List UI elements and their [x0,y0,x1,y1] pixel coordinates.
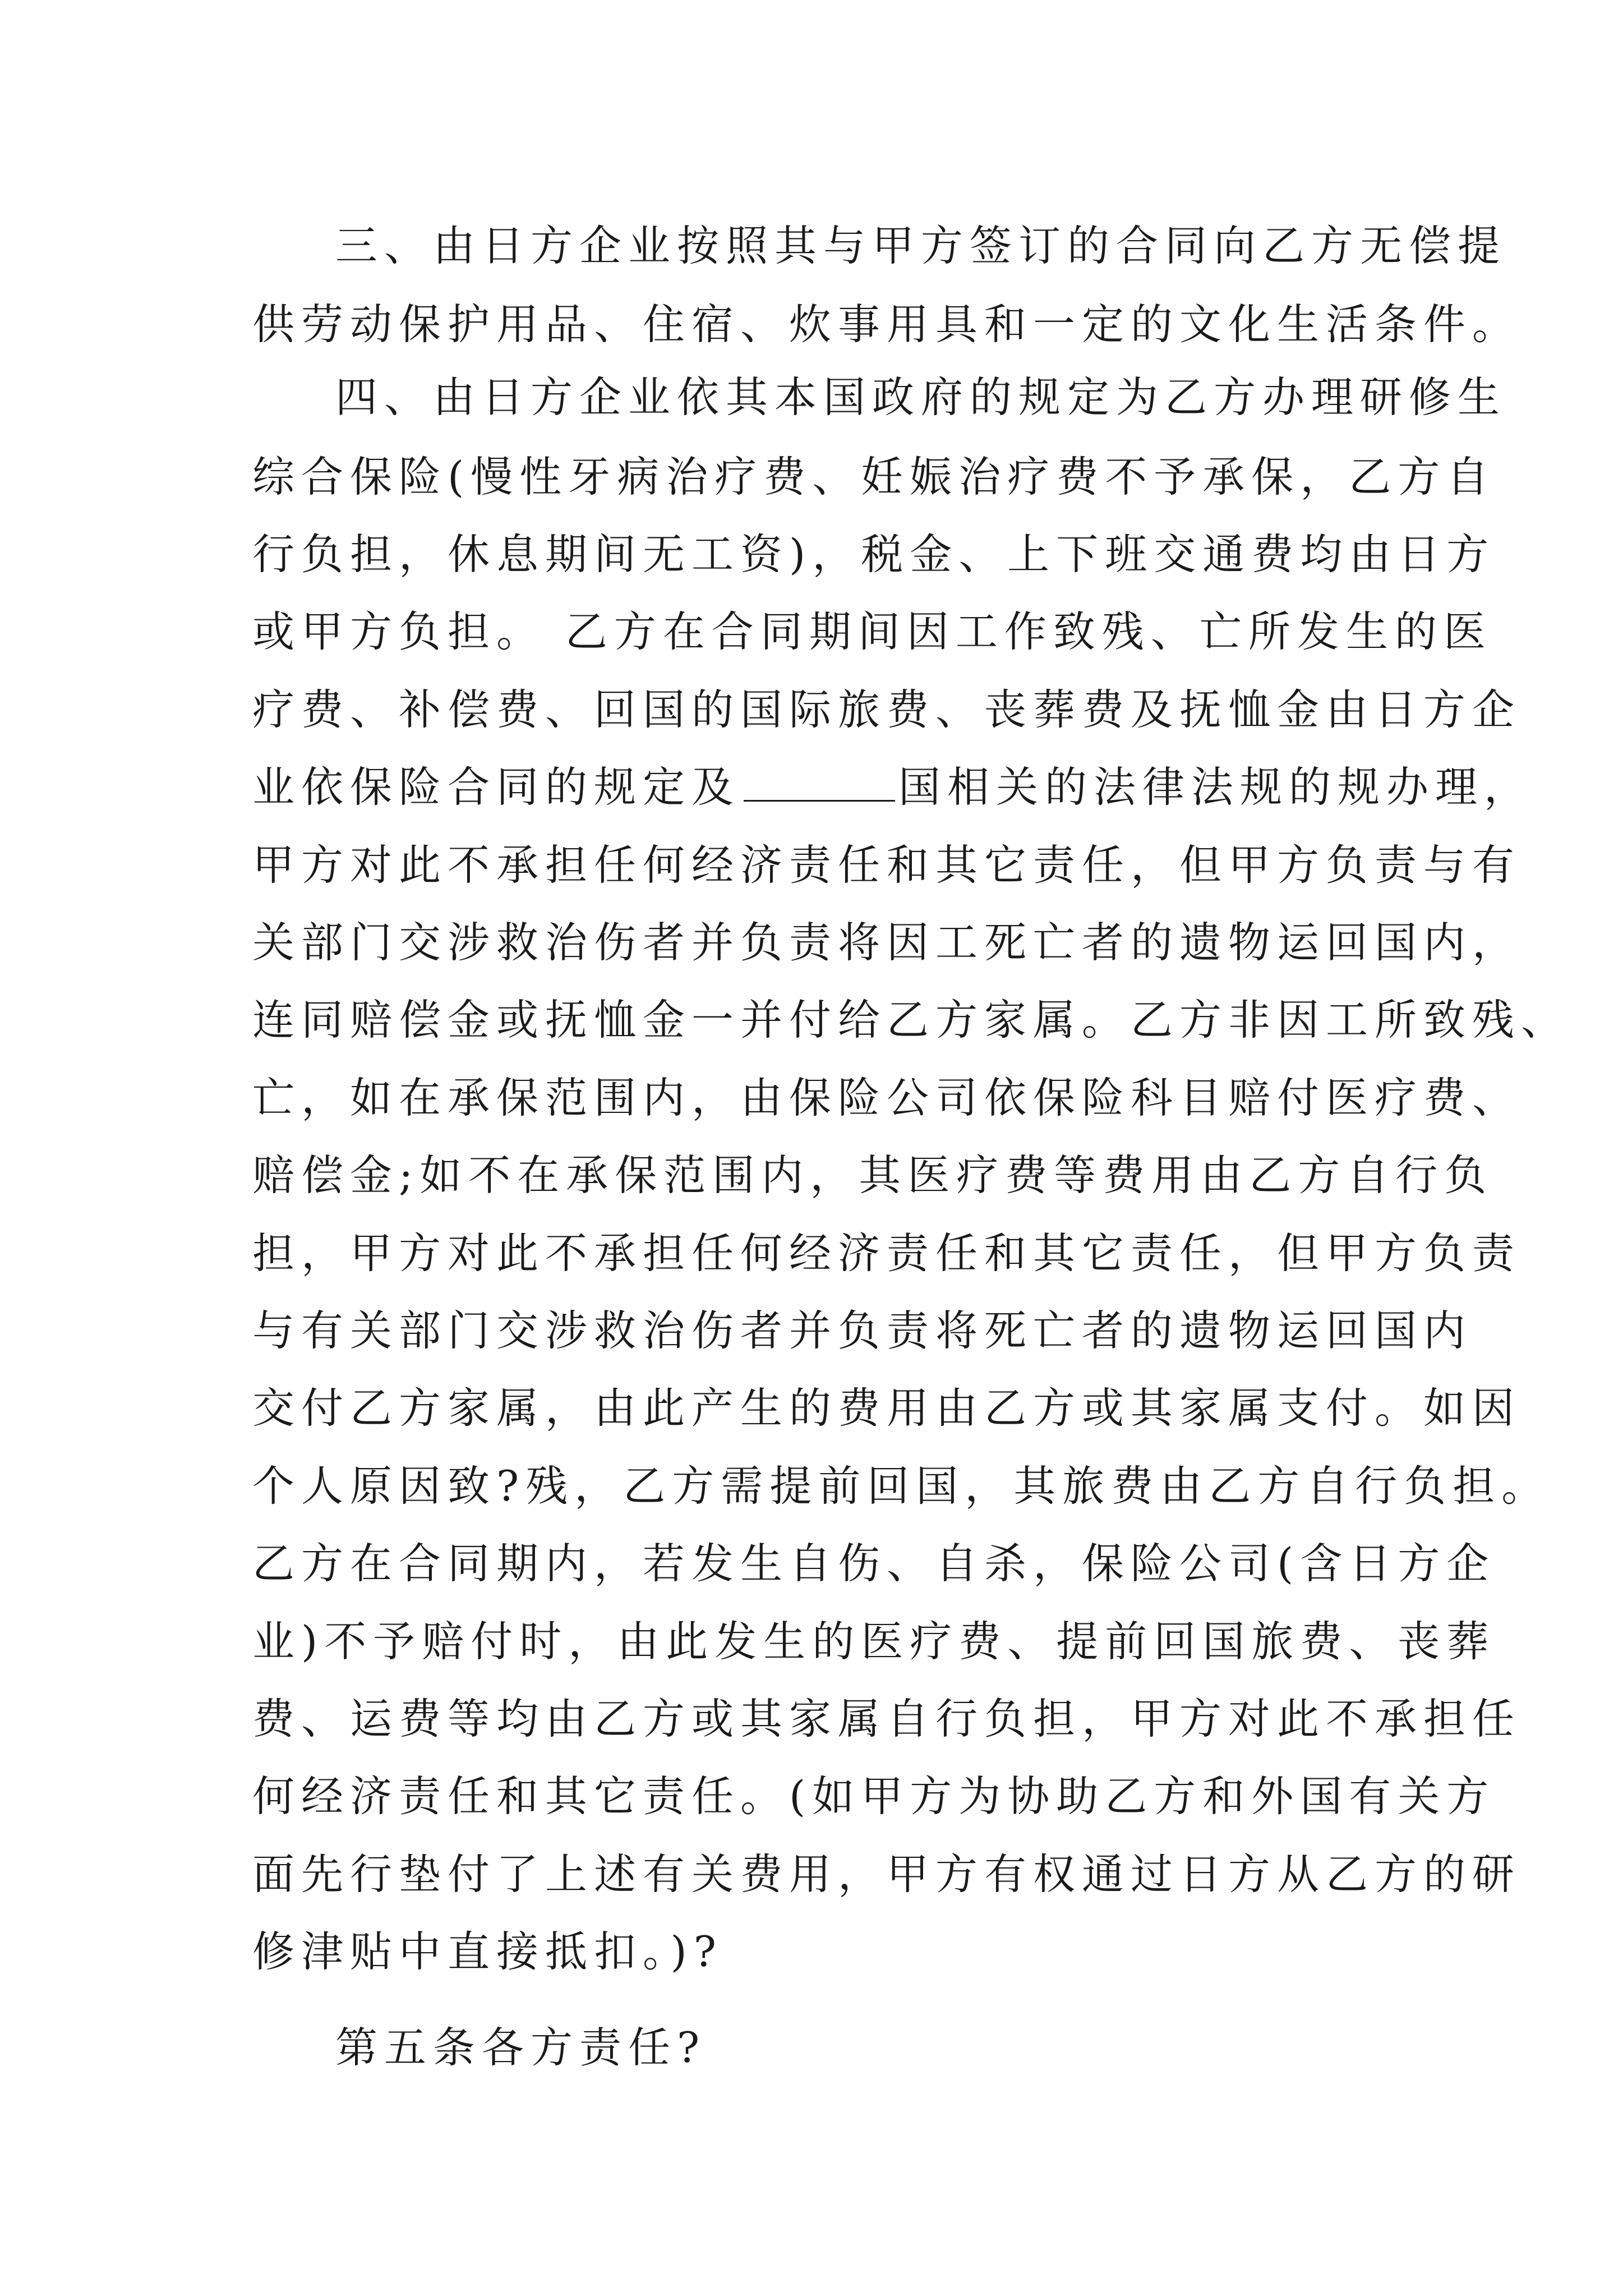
paragraph-4-line-18: 费、运费等均由乙方或其家属自行负担，甲方对此不承担任 [252,1694,1521,1743]
paragraph-4-line-3: 行负担，休息期间无工资)，税金、上下班交通费均由日方 [252,530,1496,579]
paragraph-4-line-17: 业)不予赔付时，由此发生的医疗费、提前回国旅费、丧葬 [252,1617,1496,1666]
paragraph-4-line-19: 何经济责任和其它责任。(如甲方为协助乙方和外国有关方 [252,1772,1496,1821]
line-6-prefix: 业依保险合同的规定及 [252,762,741,812]
fill-in-blank[interactable] [744,766,895,802]
paragraph-4-line-8: 关部门交涉救治伤者并负责将因工死亡者的遗物运回国内， [252,918,1521,967]
paragraph-3-line-2: 供劳动保护用品、住宿、炊事用具和一定的文化生活条件。 [252,300,1521,349]
paragraph-4-line-13: 与有关部门交涉救治伤者并负责将死亡者的遗物运回国内 [252,1306,1473,1355]
paragraph-4-line-2: 综合保险(慢性牙病治疗费、妊娠治疗费不予承保，乙方自 [252,452,1496,501]
paragraph-4-line-7: 甲方对此不承担任何经济责任和其它责任，但甲方负责与有 [252,840,1521,890]
paragraph-4-line-1: 四、由日方企业依其本国政府的规定为乙方办理研修生 [335,372,1507,422]
paragraph-4-line-11: 赔偿金;如不在承保范围内，其医疗费等费用由乙方自行负 [252,1151,1493,1200]
paragraph-4-line-15: 个人原因致?残，乙方需提前回国，其旅费由乙方自行负担。 [252,1461,1551,1511]
paragraph-4-line-21: 修津贴中直接抵扣。)? [252,1927,723,1976]
paragraph-4-line-20: 面先行垫付了上述有关费用，甲方有权通过日方从乙方的研 [252,1849,1521,1899]
paragraph-4-line-12: 担，甲方对此不承担任何经济责任和其它责任，但甲方负责 [252,1228,1521,1278]
article-5-heading: 第五条各方责任? [335,2023,707,2072]
paragraph-3-line-1: 三、由日方企业按照其与甲方签订的合同向乙方无偿提 [335,221,1507,270]
paragraph-4-line-5: 疗费、补偿费、回国的国际旅费、丧葬费及抚恤金由日方企 [252,685,1521,734]
paragraph-4-line-10: 亡，如在承保范围内，由保险公司依保险科目赔付医疗费、 [252,1073,1521,1122]
paragraph-4-line-9: 连同赔偿金或抚恤金一并付给乙方家属。乙方非因工所致残、 [252,995,1570,1045]
line-6-suffix: 国相关的法律法规的规办理， [898,762,1533,812]
paragraph-4-line-6 [252,753,1533,821]
paragraph-4-line-4: 或甲方负担。 乙方在合同期间因工作致残、亡所发生的医 [252,607,1492,656]
paragraph-4-line-16: 乙方在合同期内，若发生自伤、自杀，保险公司(含日方企 [252,1539,1496,1588]
paragraph-4-line-14: 交付乙方家属，由此产生的费用由乙方或其家属支付。如因 [252,1383,1521,1433]
